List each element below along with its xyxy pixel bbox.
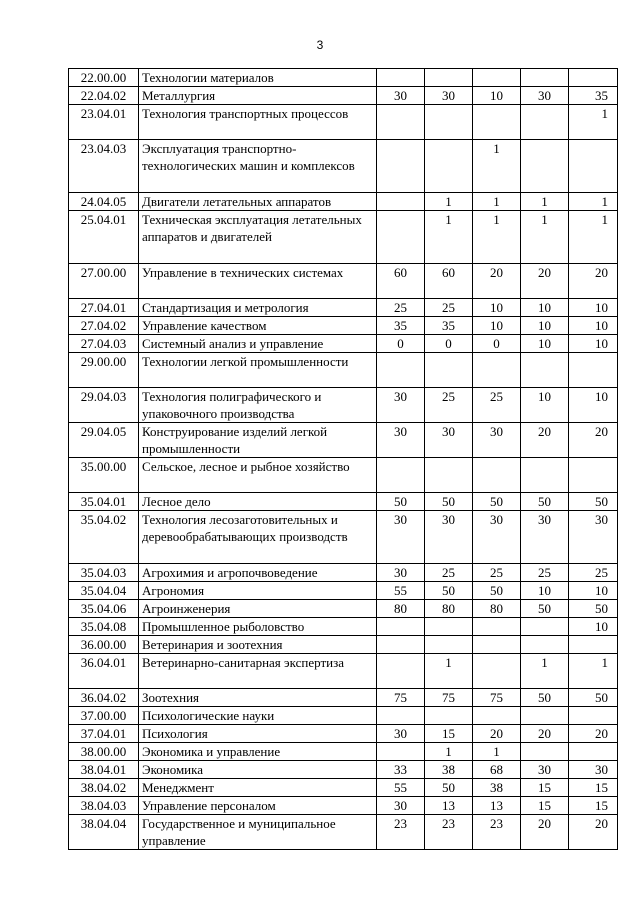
row-value-5 bbox=[569, 353, 618, 388]
row-value-3: 1 bbox=[473, 140, 521, 193]
table-row bbox=[69, 264, 618, 299]
row-name: Экономика и управление bbox=[139, 743, 377, 761]
row-value-2 bbox=[425, 140, 473, 193]
table-row bbox=[69, 353, 618, 388]
row-value-3: 80 bbox=[473, 600, 521, 618]
row-value-1: 80 bbox=[377, 600, 425, 618]
row-value-1: 0 bbox=[377, 335, 425, 353]
row-name: Конструирование изделий легкой промышленности bbox=[139, 423, 377, 458]
row-value-5: 20 bbox=[569, 423, 618, 458]
row-code: 22.04.02 bbox=[69, 87, 139, 105]
row-code: 38.04.01 bbox=[69, 761, 139, 779]
row-value-1 bbox=[377, 707, 425, 725]
row-value-3: 20 bbox=[473, 725, 521, 743]
table-row bbox=[69, 761, 618, 779]
row-value-2: 13 bbox=[425, 797, 473, 815]
row-value-5: 20 bbox=[569, 725, 618, 743]
row-value-5 bbox=[569, 458, 618, 493]
table-row bbox=[69, 725, 618, 743]
row-value-1: 33 bbox=[377, 761, 425, 779]
row-code: 27.00.00 bbox=[69, 264, 139, 299]
row-code: 38.04.02 bbox=[69, 779, 139, 797]
row-value-5: 20 bbox=[569, 815, 618, 850]
row-name: Лесное дело bbox=[139, 493, 377, 511]
row-name: Сельское, лесное и рыбное хозяйство bbox=[139, 458, 377, 493]
row-value-4 bbox=[521, 743, 569, 761]
row-value-4: 50 bbox=[521, 689, 569, 707]
row-value-3: 25 bbox=[473, 388, 521, 423]
row-value-3: 50 bbox=[473, 582, 521, 600]
row-value-3: 38 bbox=[473, 779, 521, 797]
row-name: Технология полиграфического и упаковочного производства bbox=[139, 388, 377, 423]
row-code: 29.00.00 bbox=[69, 353, 139, 388]
row-code: 38.04.04 bbox=[69, 815, 139, 850]
table-row bbox=[69, 388, 618, 423]
row-code: 22.00.00 bbox=[69, 69, 139, 87]
row-value-2: 50 bbox=[425, 493, 473, 511]
row-value-3 bbox=[473, 636, 521, 654]
row-value-1: 25 bbox=[377, 299, 425, 317]
row-value-5 bbox=[569, 743, 618, 761]
row-value-3: 1 bbox=[473, 193, 521, 211]
row-value-4: 10 bbox=[521, 582, 569, 600]
row-code: 35.04.01 bbox=[69, 493, 139, 511]
row-code: 24.04.05 bbox=[69, 193, 139, 211]
row-name: Психология bbox=[139, 725, 377, 743]
row-value-3: 1 bbox=[473, 743, 521, 761]
row-name: Менеджмент bbox=[139, 779, 377, 797]
quota-table bbox=[68, 68, 618, 850]
row-value-1 bbox=[377, 743, 425, 761]
row-name: Психологические науки bbox=[139, 707, 377, 725]
row-value-5: 15 bbox=[569, 797, 618, 815]
row-value-5: 10 bbox=[569, 388, 618, 423]
row-value-3 bbox=[473, 654, 521, 689]
row-name: Управление качеством bbox=[139, 317, 377, 335]
row-value-1 bbox=[377, 636, 425, 654]
row-value-1: 30 bbox=[377, 87, 425, 105]
row-value-2: 30 bbox=[425, 511, 473, 564]
row-value-2: 50 bbox=[425, 779, 473, 797]
row-value-5 bbox=[569, 707, 618, 725]
row-value-4: 50 bbox=[521, 600, 569, 618]
row-value-2: 23 bbox=[425, 815, 473, 850]
row-value-4 bbox=[521, 618, 569, 636]
row-value-4 bbox=[521, 140, 569, 193]
row-value-3: 25 bbox=[473, 564, 521, 582]
row-value-2: 50 bbox=[425, 582, 473, 600]
row-value-4: 20 bbox=[521, 423, 569, 458]
table-row bbox=[69, 299, 618, 317]
row-value-5: 20 bbox=[569, 264, 618, 299]
row-value-5: 10 bbox=[569, 299, 618, 317]
row-value-2: 1 bbox=[425, 743, 473, 761]
row-code: 27.04.01 bbox=[69, 299, 139, 317]
row-code: 35.04.02 bbox=[69, 511, 139, 564]
row-name: Государственное и муниципальное управление bbox=[139, 815, 377, 850]
row-value-2: 1 bbox=[425, 654, 473, 689]
row-value-3: 10 bbox=[473, 299, 521, 317]
row-value-5: 10 bbox=[569, 618, 618, 636]
table-row bbox=[69, 689, 618, 707]
row-value-4: 30 bbox=[521, 761, 569, 779]
row-value-5: 10 bbox=[569, 317, 618, 335]
row-value-3: 1 bbox=[473, 211, 521, 264]
row-code: 35.00.00 bbox=[69, 458, 139, 493]
table-row bbox=[69, 636, 618, 654]
row-code: 35.04.03 bbox=[69, 564, 139, 582]
row-code: 36.04.02 bbox=[69, 689, 139, 707]
row-value-4: 1 bbox=[521, 211, 569, 264]
row-name: Управление в технических системах bbox=[139, 264, 377, 299]
row-code: 25.04.01 bbox=[69, 211, 139, 264]
row-value-5: 25 bbox=[569, 564, 618, 582]
table-row bbox=[69, 211, 618, 264]
row-value-3: 50 bbox=[473, 493, 521, 511]
row-value-2: 15 bbox=[425, 725, 473, 743]
table-row bbox=[69, 654, 618, 689]
row-value-4: 20 bbox=[521, 264, 569, 299]
row-value-5: 1 bbox=[569, 211, 618, 264]
row-value-5 bbox=[569, 636, 618, 654]
table-row bbox=[69, 335, 618, 353]
row-value-3: 68 bbox=[473, 761, 521, 779]
row-value-4 bbox=[521, 105, 569, 140]
table-body bbox=[69, 69, 618, 850]
table-row bbox=[69, 564, 618, 582]
row-value-2: 1 bbox=[425, 193, 473, 211]
row-value-5: 35 bbox=[569, 87, 618, 105]
row-value-4: 20 bbox=[521, 725, 569, 743]
row-value-4 bbox=[521, 353, 569, 388]
row-code: 38.00.00 bbox=[69, 743, 139, 761]
row-value-5: 30 bbox=[569, 761, 618, 779]
row-value-4 bbox=[521, 636, 569, 654]
table-row bbox=[69, 105, 618, 140]
row-value-5: 30 bbox=[569, 511, 618, 564]
row-value-1: 60 bbox=[377, 264, 425, 299]
row-name: Технология транспортных процессов bbox=[139, 105, 377, 140]
row-value-5: 50 bbox=[569, 689, 618, 707]
row-code: 29.04.05 bbox=[69, 423, 139, 458]
row-code: 23.04.03 bbox=[69, 140, 139, 193]
row-value-3: 10 bbox=[473, 317, 521, 335]
row-value-4 bbox=[521, 69, 569, 87]
row-value-1: 30 bbox=[377, 511, 425, 564]
row-value-4: 10 bbox=[521, 388, 569, 423]
row-value-3: 30 bbox=[473, 511, 521, 564]
row-value-2 bbox=[425, 105, 473, 140]
row-value-3 bbox=[473, 707, 521, 725]
row-value-2: 30 bbox=[425, 87, 473, 105]
table-row bbox=[69, 618, 618, 636]
row-code: 27.04.02 bbox=[69, 317, 139, 335]
row-value-3: 30 bbox=[473, 423, 521, 458]
row-name: Техническая эксплуатация летательных аппаратов и двигателей bbox=[139, 211, 377, 264]
row-value-3 bbox=[473, 69, 521, 87]
table-row bbox=[69, 779, 618, 797]
row-value-2 bbox=[425, 636, 473, 654]
row-value-3: 20 bbox=[473, 264, 521, 299]
row-value-3: 13 bbox=[473, 797, 521, 815]
row-code: 37.00.00 bbox=[69, 707, 139, 725]
row-value-1: 30 bbox=[377, 725, 425, 743]
row-code: 27.04.03 bbox=[69, 335, 139, 353]
row-value-4: 50 bbox=[521, 493, 569, 511]
row-value-2: 1 bbox=[425, 211, 473, 264]
row-value-4: 10 bbox=[521, 335, 569, 353]
row-value-2: 25 bbox=[425, 388, 473, 423]
row-value-1: 30 bbox=[377, 423, 425, 458]
table-row bbox=[69, 458, 618, 493]
row-value-5: 10 bbox=[569, 582, 618, 600]
row-value-4: 20 bbox=[521, 815, 569, 850]
row-value-1 bbox=[377, 105, 425, 140]
row-name: Экономика bbox=[139, 761, 377, 779]
table-row bbox=[69, 423, 618, 458]
row-value-3 bbox=[473, 353, 521, 388]
row-value-4: 30 bbox=[521, 87, 569, 105]
row-name: Стандартизация и метрология bbox=[139, 299, 377, 317]
row-value-1 bbox=[377, 458, 425, 493]
row-value-2 bbox=[425, 707, 473, 725]
row-value-4: 15 bbox=[521, 797, 569, 815]
table-row bbox=[69, 815, 618, 850]
row-value-4: 1 bbox=[521, 193, 569, 211]
row-code: 36.04.01 bbox=[69, 654, 139, 689]
row-value-3: 75 bbox=[473, 689, 521, 707]
row-value-1: 30 bbox=[377, 564, 425, 582]
row-value-1: 23 bbox=[377, 815, 425, 850]
table-row bbox=[69, 87, 618, 105]
row-value-1: 55 bbox=[377, 779, 425, 797]
row-value-3 bbox=[473, 458, 521, 493]
row-value-2: 80 bbox=[425, 600, 473, 618]
row-value-5: 1 bbox=[569, 105, 618, 140]
table-row bbox=[69, 797, 618, 815]
row-value-1: 50 bbox=[377, 493, 425, 511]
row-value-4: 1 bbox=[521, 654, 569, 689]
row-value-5: 50 bbox=[569, 600, 618, 618]
row-code: 36.00.00 bbox=[69, 636, 139, 654]
row-value-2 bbox=[425, 353, 473, 388]
row-value-5: 1 bbox=[569, 654, 618, 689]
row-value-1 bbox=[377, 654, 425, 689]
row-value-4: 30 bbox=[521, 511, 569, 564]
row-value-4 bbox=[521, 458, 569, 493]
table-row bbox=[69, 140, 618, 193]
row-value-2 bbox=[425, 69, 473, 87]
row-name: Системный анализ и управление bbox=[139, 335, 377, 353]
row-value-1: 30 bbox=[377, 797, 425, 815]
table-row bbox=[69, 707, 618, 725]
row-code: 29.04.03 bbox=[69, 388, 139, 423]
row-name: Технологии материалов bbox=[139, 69, 377, 87]
row-code: 37.04.01 bbox=[69, 725, 139, 743]
row-value-5 bbox=[569, 69, 618, 87]
row-value-3: 23 bbox=[473, 815, 521, 850]
row-name: Технологии легкой промышленности bbox=[139, 353, 377, 388]
table-row bbox=[69, 743, 618, 761]
row-value-1 bbox=[377, 140, 425, 193]
row-value-2: 25 bbox=[425, 299, 473, 317]
row-code: 35.04.08 bbox=[69, 618, 139, 636]
row-value-1: 35 bbox=[377, 317, 425, 335]
table-row bbox=[69, 600, 618, 618]
row-value-1: 30 bbox=[377, 388, 425, 423]
row-value-3 bbox=[473, 618, 521, 636]
row-value-5 bbox=[569, 140, 618, 193]
row-name: Зоотехния bbox=[139, 689, 377, 707]
row-name: Двигатели летательных аппаратов bbox=[139, 193, 377, 211]
row-name: Металлургия bbox=[139, 87, 377, 105]
row-value-4 bbox=[521, 707, 569, 725]
row-value-2 bbox=[425, 458, 473, 493]
row-value-2: 30 bbox=[425, 423, 473, 458]
table-row bbox=[69, 511, 618, 564]
row-value-1 bbox=[377, 353, 425, 388]
row-value-5: 50 bbox=[569, 493, 618, 511]
row-value-2: 38 bbox=[425, 761, 473, 779]
table-row bbox=[69, 317, 618, 335]
table-row bbox=[69, 69, 618, 87]
row-value-4: 10 bbox=[521, 299, 569, 317]
row-name: Агроинженерия bbox=[139, 600, 377, 618]
row-name: Управление персоналом bbox=[139, 797, 377, 815]
row-code: 35.04.06 bbox=[69, 600, 139, 618]
row-value-2: 25 bbox=[425, 564, 473, 582]
row-name: Агрономия bbox=[139, 582, 377, 600]
row-value-1 bbox=[377, 618, 425, 636]
row-value-4: 15 bbox=[521, 779, 569, 797]
row-name: Ветеринария и зоотехния bbox=[139, 636, 377, 654]
row-value-2: 60 bbox=[425, 264, 473, 299]
row-value-1 bbox=[377, 193, 425, 211]
row-value-5: 1 bbox=[569, 193, 618, 211]
row-value-5: 15 bbox=[569, 779, 618, 797]
row-value-2: 0 bbox=[425, 335, 473, 353]
row-value-3: 10 bbox=[473, 87, 521, 105]
row-value-2 bbox=[425, 618, 473, 636]
table-row bbox=[69, 493, 618, 511]
row-value-4: 25 bbox=[521, 564, 569, 582]
row-code: 35.04.04 bbox=[69, 582, 139, 600]
row-name: Агрохимия и агропочвоведение bbox=[139, 564, 377, 582]
row-value-3: 0 bbox=[473, 335, 521, 353]
row-value-4: 10 bbox=[521, 317, 569, 335]
table-row bbox=[69, 193, 618, 211]
row-value-2: 35 bbox=[425, 317, 473, 335]
row-value-1: 55 bbox=[377, 582, 425, 600]
row-value-1 bbox=[377, 69, 425, 87]
page-number: 3 bbox=[316, 38, 324, 52]
row-name: Промышленное рыболовство bbox=[139, 618, 377, 636]
table-row bbox=[69, 582, 618, 600]
row-value-2: 75 bbox=[425, 689, 473, 707]
row-value-1 bbox=[377, 211, 425, 264]
row-value-1: 75 bbox=[377, 689, 425, 707]
row-name: Технология лесозаготовительных и деревообрабатывающих производств bbox=[139, 511, 377, 564]
row-code: 23.04.01 bbox=[69, 105, 139, 140]
row-value-5: 10 bbox=[569, 335, 618, 353]
row-name: Ветеринарно-санитарная экспертиза bbox=[139, 654, 377, 689]
row-value-3 bbox=[473, 105, 521, 140]
row-code: 38.04.03 bbox=[69, 797, 139, 815]
row-name: Эксплуатация транспортно-технологических машин и комплексов bbox=[139, 140, 377, 193]
